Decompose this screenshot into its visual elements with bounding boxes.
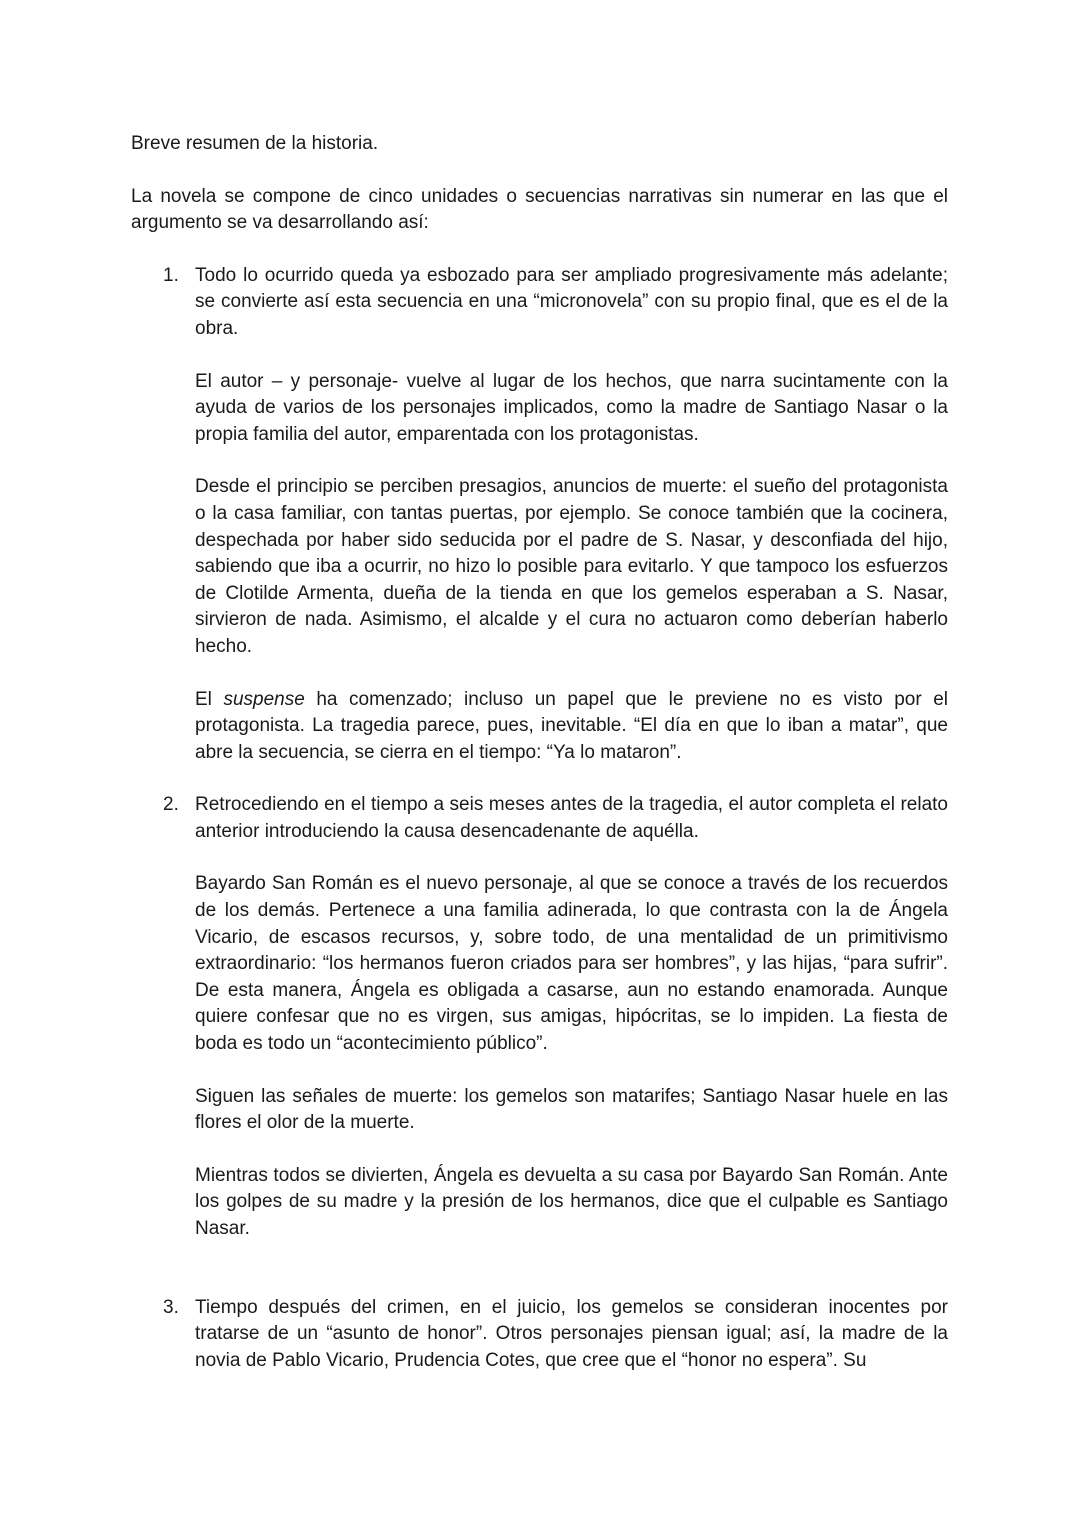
sequence-1-paragraph-2: El autor – y personaje- vuelve al lugar de los hechos, que narra sucintamente con la ayuda de varios de los personajes implicados, como la madre de Santiago Nasar o la propia familia del autor, emparentada con los protagonistas. — [195, 370, 948, 445]
sequence-number: 3. — [163, 1296, 179, 1318]
sequence-1-paragraph-1: Todo lo ocurrido queda ya esbozado para ser ampliado progresivamente más adelante; se convierte así esta secuencia en una “micronovela” con su propio final, que es el de la obra. — [195, 264, 948, 339]
sequence-2-paragraph-4: Mientras todos se divierten, Ángela es devuelta a su casa por Bayardo San Román. Ante los golpes de su madre y la presión de los hermanos, dice que el culpable es Santiago Nasar. — [195, 1164, 948, 1239]
document-title: Breve resumen de la historia. — [131, 133, 379, 154]
document-page — [131, 131, 948, 1400]
sequence-3-paragraph-1: Tiempo después del crimen, en el juicio, los gemelos se consideran inocentes por tratarse de un “asunto de honor”. Otros personajes piensan igual; así, la madre de la novia de Pablo Vicario, Prudencia Cotes, que cree que el “honor no espera”. Su — [195, 1296, 948, 1371]
sequence-2-paragraph-2: Bayardo San Román es el nuevo personaje, al que se conoce a través de los recuerdos de los demás. Pertenece a una familia adinerada, lo que contrasta con la de Ángela Vicario, de escasos recursos, y, sobre todo, de una mentalidad de un primitivismo extraordinario: “los hermanos fueron criados para ser hombres”, y las hijas, “para sufrir”. De esta manera, Ángela es obligada a casarse, aun no estando enamorada. Aunque quiere confesar que no es virgen, sus amigas, hipócritas, se lo impiden. La fiesta de boda es todo un “acontecimiento público”. — [195, 873, 948, 1055]
sequence-1-paragraph-3: Desde el principio se perciben presagios, anuncios de muerte: el sueño del protagonista o la casa familiar, con tantas puertas, por ejemplo. Se conoce también que la cocinera, despechada por haber sido seducida por el padre de S. Nasar, y desconfiada del hijo, sabiendo que iba a ocurrir, no hizo lo posible para evitarlo. Y que tampoco los esfuerzos de Clotilde Armenta, dueña de la tienda en que los gemelos esperaban a S. Nasar, sirvieron de nada. Asimismo, el alcalde y el cura no actuaron como deberían haberlo hecho. — [195, 476, 948, 657]
italic-term: suspense — [223, 688, 305, 710]
sequence-1-paragraph-4 — [195, 687, 948, 767]
sequence-2-paragraph-1: Retrocediendo en el tiempo a seis meses antes de la tragedia, el autor completa el relato anterior introduciendo la causa desencadenante de aquélla. — [195, 794, 948, 842]
paragraph-rest: ha comenzado; incluso un papel que le previene no es visto por el protagonista. La tragedia parece, pues, inevitable. “El día en que lo iban a matar”, que abre la secuencia, se cierra en el tiempo: “Ya lo mataron”. — [195, 688, 949, 763]
sequence-2-paragraph-3: Siguen las señales de muerte: los gemelos son matarifes; Santiago Nasar huele en las flores el olor de la muerte. — [195, 1085, 948, 1134]
paragraph-lead: El — [195, 688, 212, 710]
sequence-item-1 — [131, 263, 948, 767]
sequence-number: 1. — [163, 264, 179, 286]
sequence-item-3 — [131, 1295, 948, 1375]
sequence-list — [131, 263, 948, 1375]
sequence-item-2 — [131, 792, 948, 1242]
sequence-number: 2. — [163, 794, 179, 816]
intro-paragraph: La novela se compone de cinco unidades o secuencias narrativas sin numerar en las que el argumento se va desarrollando así: — [131, 185, 948, 234]
